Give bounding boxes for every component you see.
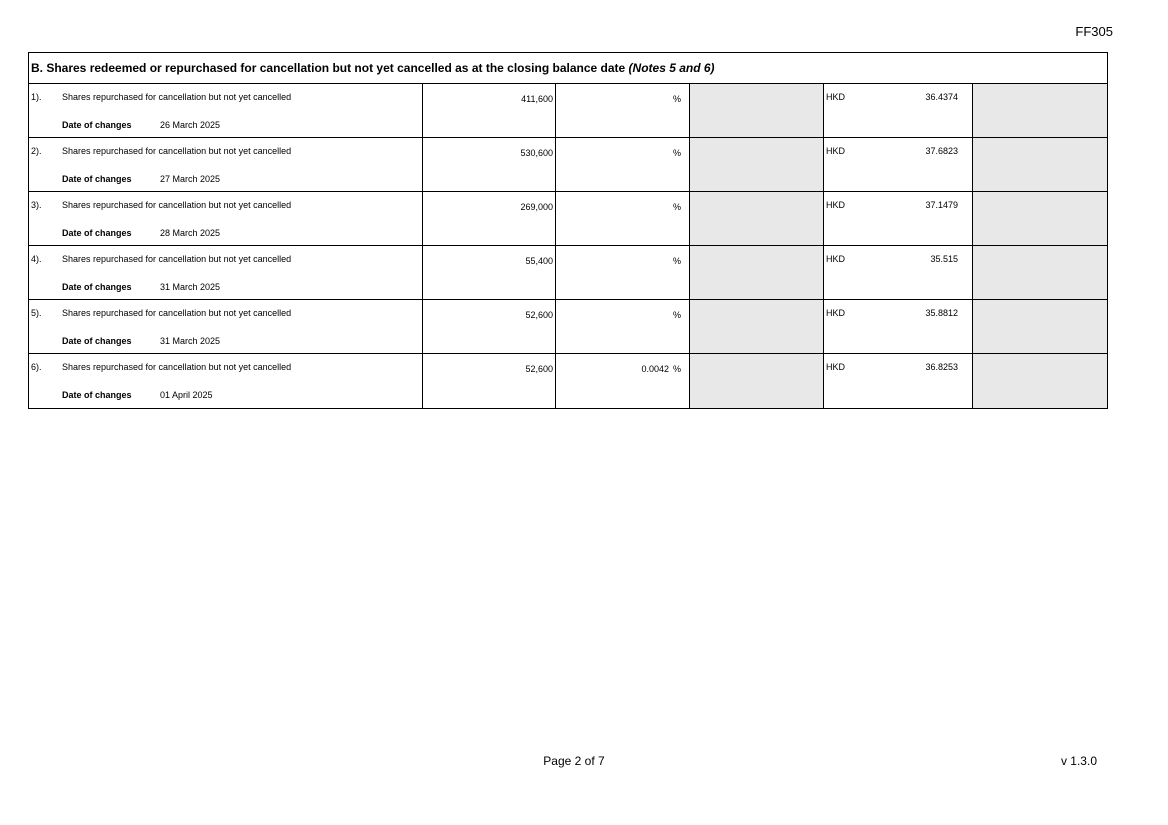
price-cell bbox=[824, 354, 973, 408]
date-of-changes-label: Date of changes bbox=[62, 390, 132, 400]
shaded-cell bbox=[690, 138, 824, 191]
table-row bbox=[29, 138, 1107, 192]
row-description: Shares repurchased for cancellation but not yet cancelled bbox=[62, 146, 292, 156]
number-of-shares: 530,600 bbox=[520, 148, 553, 158]
percentage-cell bbox=[556, 300, 690, 353]
version-label: v 1.3.0 bbox=[1060, 754, 1097, 768]
date-of-changes-label: Date of changes bbox=[62, 228, 132, 238]
shaded-cell bbox=[690, 192, 824, 245]
price-cell bbox=[824, 84, 973, 137]
price-value: 36.4374 bbox=[925, 92, 958, 102]
description-cell bbox=[29, 300, 423, 353]
currency-code: HKD bbox=[826, 362, 846, 372]
date-of-changes-value: 31 March 2025 bbox=[160, 282, 221, 292]
row-index: 4). bbox=[31, 254, 42, 264]
price-value: 37.6823 bbox=[925, 146, 958, 156]
number-of-shares-cell bbox=[423, 138, 556, 191]
percent-sign: % bbox=[672, 148, 681, 158]
description-cell bbox=[29, 138, 423, 191]
percentage-cell bbox=[556, 138, 690, 191]
number-of-shares: 52,600 bbox=[525, 310, 553, 320]
row-index: 5). bbox=[31, 308, 42, 318]
section-title-text: B. Shares redeemed or repurchased for cancellation but not yet cancelled as at the closing balance date bbox=[31, 61, 626, 75]
row-index: 6). bbox=[31, 362, 42, 372]
row-description: Shares repurchased for cancellation but not yet cancelled bbox=[62, 308, 292, 318]
table-row bbox=[29, 84, 1107, 138]
description-cell bbox=[29, 246, 423, 299]
row-description: Shares repurchased for cancellation but not yet cancelled bbox=[62, 92, 292, 102]
date-of-changes-label: Date of changes bbox=[62, 282, 132, 292]
shaded-cell bbox=[690, 84, 824, 137]
number-of-shares: 52,600 bbox=[525, 364, 553, 374]
shares-redeemed-section bbox=[28, 52, 1108, 409]
percentage-cell bbox=[556, 192, 690, 245]
date-of-changes-value: 01 April 2025 bbox=[160, 390, 213, 400]
table-row bbox=[29, 192, 1107, 246]
number-of-shares: 55,400 bbox=[525, 256, 553, 266]
page-number: Page 2 of 7 bbox=[543, 754, 605, 768]
number-of-shares-cell bbox=[423, 192, 556, 245]
shaded-cell bbox=[973, 192, 1107, 245]
row-index: 1). bbox=[31, 92, 42, 102]
number-of-shares: 411,600 bbox=[521, 94, 553, 104]
currency-code: HKD bbox=[826, 92, 846, 102]
description-cell bbox=[29, 84, 423, 137]
percentage-value: 0.0042 bbox=[641, 364, 669, 374]
price-value: 35.515 bbox=[930, 254, 958, 264]
percent-sign: % bbox=[672, 94, 681, 104]
percentage-cell bbox=[556, 246, 690, 299]
currency-code: HKD bbox=[826, 146, 846, 156]
number-of-shares-cell bbox=[423, 300, 556, 353]
date-of-changes-value: 26 March 2025 bbox=[160, 120, 221, 130]
number-of-shares: 269,000 bbox=[520, 202, 553, 212]
shaded-cell bbox=[973, 84, 1107, 137]
percentage-cell bbox=[556, 84, 690, 137]
row-description: Shares repurchased for cancellation but not yet cancelled bbox=[62, 362, 292, 372]
section-notes: (Notes 5 and 6) bbox=[628, 61, 715, 75]
shaded-cell bbox=[973, 246, 1107, 299]
row-description: Shares repurchased for cancellation but not yet cancelled bbox=[62, 200, 292, 210]
percentage-cell bbox=[556, 354, 690, 408]
percent-sign: % bbox=[672, 364, 681, 374]
price-cell bbox=[824, 192, 973, 245]
shaded-cell bbox=[690, 246, 824, 299]
shaded-cell bbox=[973, 300, 1107, 353]
currency-code: HKD bbox=[826, 254, 846, 264]
date-of-changes-label: Date of changes bbox=[62, 174, 132, 184]
date-of-changes-value: 28 March 2025 bbox=[160, 228, 221, 238]
number-of-shares-cell bbox=[423, 354, 556, 408]
number-of-shares-cell bbox=[423, 84, 556, 137]
currency-code: HKD bbox=[826, 308, 846, 318]
percent-sign: % bbox=[672, 202, 681, 212]
shaded-cell bbox=[973, 354, 1107, 408]
price-value: 37.1479 bbox=[925, 200, 958, 210]
description-cell bbox=[29, 354, 423, 408]
description-cell bbox=[29, 192, 423, 245]
section-title bbox=[29, 53, 1107, 84]
percent-sign: % bbox=[672, 256, 681, 266]
date-of-changes-label: Date of changes bbox=[62, 336, 132, 346]
table-row bbox=[29, 354, 1107, 408]
shaded-cell bbox=[690, 300, 824, 353]
date-of-changes-value: 27 March 2025 bbox=[160, 174, 221, 184]
table-row bbox=[29, 246, 1107, 300]
form-code: FF305 bbox=[1075, 24, 1113, 39]
table-row bbox=[29, 300, 1107, 354]
price-value: 36.8253 bbox=[925, 362, 958, 372]
currency-code: HKD bbox=[826, 200, 846, 210]
number-of-shares-cell bbox=[423, 246, 556, 299]
shaded-cell bbox=[690, 354, 824, 408]
percent-sign: % bbox=[672, 310, 681, 320]
price-cell bbox=[824, 246, 973, 299]
price-cell bbox=[824, 138, 973, 191]
row-description: Shares repurchased for cancellation but not yet cancelled bbox=[62, 254, 292, 264]
date-of-changes-label: Date of changes bbox=[62, 120, 132, 130]
date-of-changes-value: 31 March 2025 bbox=[160, 336, 221, 346]
shaded-cell bbox=[973, 138, 1107, 191]
price-cell bbox=[824, 300, 973, 353]
price-value: 35.8812 bbox=[925, 308, 958, 318]
row-index: 3). bbox=[31, 200, 42, 210]
row-index: 2). bbox=[31, 146, 42, 156]
